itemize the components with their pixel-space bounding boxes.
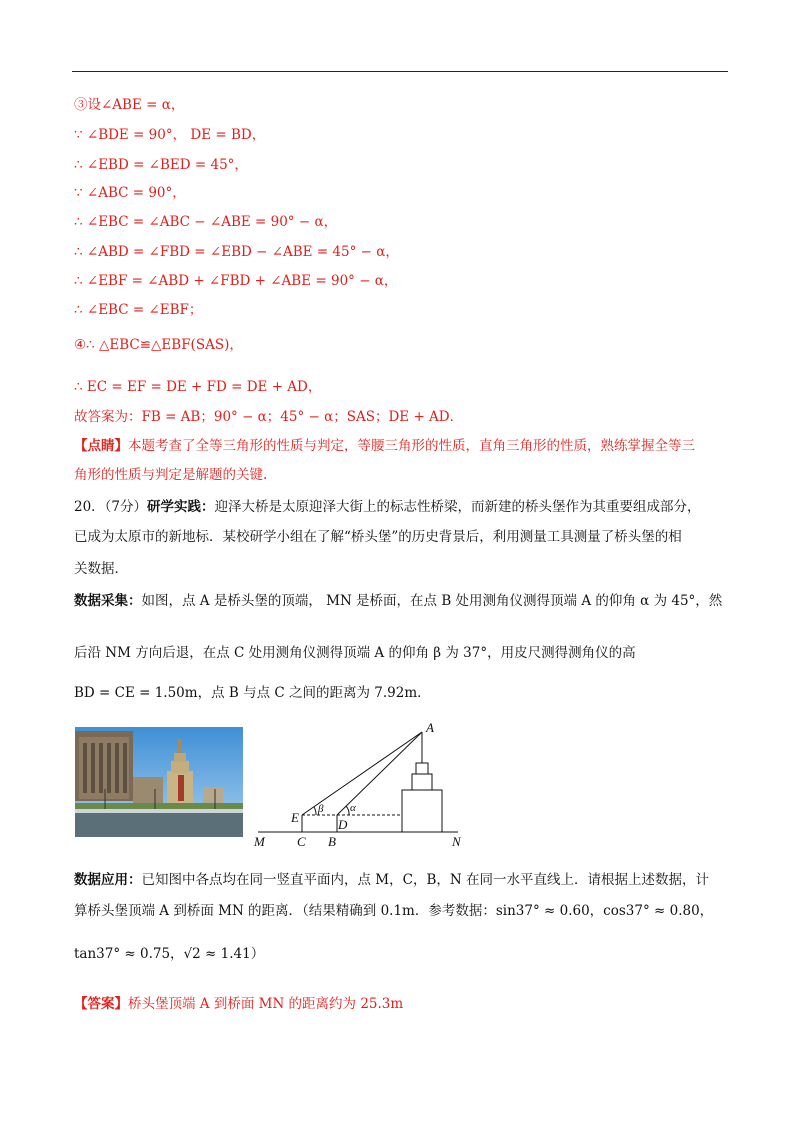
- label-m: M: [254, 834, 265, 849]
- label-b: B: [328, 834, 336, 849]
- sight-lines: [302, 732, 422, 832]
- label-beta: β: [318, 803, 324, 815]
- q20-line-3: 关数据．: [74, 561, 128, 577]
- data-collection-heading: 数据采集：: [74, 593, 142, 609]
- bridge-tower-photo-image: [75, 727, 243, 837]
- label-alpha: α: [350, 802, 356, 814]
- q20-number: 20．（7分）: [74, 499, 148, 515]
- label-e: E: [291, 810, 299, 825]
- data-application-line-3: tan37° ≈ 0.75，√2 ≈ 1.41）: [74, 946, 265, 962]
- alpha-arc: [346, 806, 349, 815]
- data-application-heading: 数据应用：: [74, 872, 142, 888]
- q20-intro-1: 迎泽大桥是太原迎泽大街上的标志性桥梁，而新建的桥头堡作为其重要组成部分，: [214, 499, 701, 515]
- header-rule: [72, 71, 728, 72]
- label-n: N: [452, 834, 461, 849]
- answer-line: [74, 995, 403, 1013]
- q20-line-2: 已成为太原市的新地标．某校研学小组在了解“桥头堡”的历史背景后，利用测量工具测量了桥头堡的相: [74, 529, 682, 545]
- solution-line-10: ∴ EC = EF = DE + FD = DE + AD，: [74, 379, 322, 395]
- data-application-line-2: 算桥头堡顶端 A 到桥面 MN 的距离．（结果精确到 0.1m．参考数据：sin37° ≈ 0.60，cos37° ≈ 0.80，: [74, 903, 714, 919]
- label-a: A: [426, 720, 434, 735]
- tower-shape: [402, 732, 442, 832]
- data-collection-line-2: 后沿 NM 方向后退，在点 C 处用测角仪测得顶端 A 的仰角 β 为 37°，用皮尺测得测角仪的高: [74, 645, 636, 661]
- answer-text: 桥头堡顶端 A 到桥面 MN 的距离约为 25.3m: [128, 996, 404, 1012]
- final-answer-values: FB = AB；90° − α；45° − α；SAS；DE + AD．: [141, 409, 464, 425]
- dianjing-line-2: 角形的性质与判定是解题的关键.: [74, 467, 268, 483]
- beta-arc: [314, 807, 316, 815]
- solution-line-2: ∵ ∠BDE = 90°， DE = BD，: [74, 127, 266, 143]
- solution-line-7: ∴ ∠EBF = ∠ABD + ∠FBD + ∠ABE = 90° − α，: [74, 273, 398, 289]
- answer-tag: 【答案】: [74, 996, 128, 1012]
- data-application-line-1: [74, 871, 709, 889]
- q20-line-1: [74, 498, 701, 516]
- data-application-text-1: 已知图中各点均在同一竖直平面内，点 M，C，B，N 在同一水平直线上．请根据上述数据，计: [141, 872, 709, 888]
- data-collection-line-3: BD = CE = 1.50m，点 B 与点 C 之间的距离为 7.92m．: [74, 685, 431, 701]
- label-c: C: [297, 834, 306, 849]
- solution-line-6: ∴ ∠ABD = ∠FBD = ∠EBD − ∠ABE = 45° − α，: [74, 244, 399, 260]
- bridge-tower-photo: [75, 727, 243, 837]
- dianjing-text-1: 本题考查了全等三角形的性质与判定，等腰三角形的性质，直角三角形的性质，熟练掌握全等三: [128, 438, 695, 454]
- label-d: D: [338, 817, 348, 832]
- final-answer-line: [74, 408, 463, 426]
- data-collection-text-1: 如图，点 A 是桥头堡的顶端， MN 是桥面，在点 B 处用测角仪测得顶端 A 的仰角 α 为 45°，然: [141, 593, 723, 609]
- solution-line-1: ③设∠ABE = α，: [74, 97, 185, 113]
- data-collection-line-1: [74, 592, 722, 610]
- solution-line-9: ④∴ △EBC≌△EBF(SAS)，: [74, 337, 243, 353]
- solution-line-5: ∴ ∠EBC = ∠ABC − ∠ABE = 90° − α，: [74, 214, 338, 230]
- solution-line-8: ∴ ∠EBC = ∠EBF；: [74, 302, 203, 318]
- solution-line-3: ∴ ∠EBD = ∠BED = 45°，: [74, 157, 248, 173]
- geometry-diagram: [252, 718, 468, 852]
- q20-heading: 研学实践：: [147, 499, 215, 515]
- dianjing-tag: 【点睛】: [74, 438, 128, 454]
- final-answer-label: 故答案为：: [74, 409, 142, 425]
- dianjing-line-1: [74, 437, 695, 455]
- geometry-diagram-svg: [252, 718, 468, 852]
- solution-line-4: ∵ ∠ABC = 90°，: [74, 185, 186, 201]
